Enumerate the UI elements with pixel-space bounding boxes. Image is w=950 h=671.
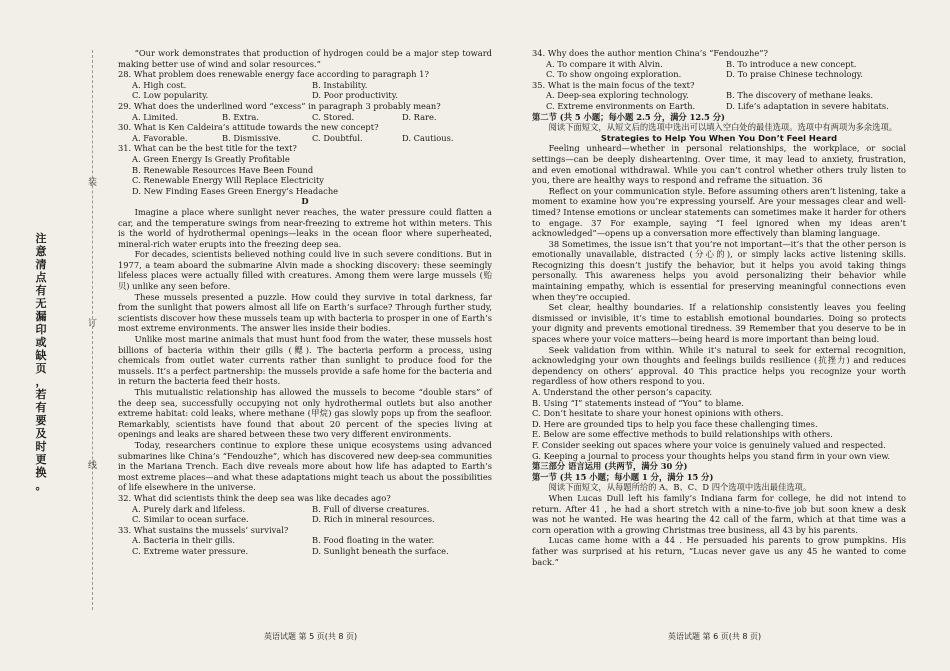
side-char: 漏 <box>35 310 47 323</box>
side-char: ， <box>35 375 47 388</box>
option: A. Bacteria in their gills. <box>132 535 236 546</box>
page-footer: 英语试题 第 6 页(共 8 页) <box>668 632 762 641</box>
options-33 <box>132 535 492 556</box>
side-char: 有 <box>35 401 47 414</box>
option: B. To introduce a new concept. <box>726 58 857 69</box>
side-char: 或 <box>35 336 47 349</box>
paragraph: For decades, scientists believed nothing could live in such severe conditions. But in 1977, a team aboard the submarine Alvin made a shocking discovery: these seemingly lifeless places were actually filled with creatures. Among them were large mussels (贻贝) unlike any seen before. <box>118 249 492 292</box>
paragraph: Unlike most marine animals that must hunt food from the water, these mussels host billions of bacteria within their gills (鳃). The bacteria perform a process, using chemicals from outlet water currents rather than sunlight to produce food for the mussels. It’s a perfect partnership: the mussels provide a safe home for the bacteria and in return the bacteria feed their hosts. <box>118 334 493 387</box>
page-5 <box>118 48 492 557</box>
side-char: 页 <box>35 362 47 375</box>
question-29: 29. What does the underlined word “excess” in paragraph 3 probably mean? <box>118 100 441 111</box>
question-33: 33. What sustains the mussels’ survival? <box>118 524 289 535</box>
options-30 <box>132 133 492 144</box>
option: D. Life’s adaptation in severe habitats. <box>726 100 889 111</box>
option: D. New Finding Eases Green Energy’s Headache <box>132 185 339 196</box>
options-31 <box>132 154 492 196</box>
option: B. Extra. <box>222 111 259 122</box>
option: A. Green Energy Is Greatly Profitable <box>132 153 290 164</box>
option: F. Consider seeking out spaces where your voice is genuinely valued and respected. <box>532 439 886 450</box>
option: C. To show ongoing exploration. <box>546 69 682 80</box>
option: G. Keeping a journal to process your thoughts helps you stand firm in your own view. <box>532 450 891 461</box>
side-char: 要 <box>35 414 47 427</box>
option: A. Deep-sea exploring technology. <box>546 90 689 101</box>
option: C. Doubtful. <box>312 132 363 143</box>
option: A. Favorable. <box>132 132 188 143</box>
option: C. Extreme environments on Earth. <box>546 100 696 111</box>
option: B. The discovery of methane leaks. <box>726 90 873 101</box>
binding-mark: 线 <box>88 461 98 471</box>
paragraph: Imagine a place where sunlight never reaches, the water pressure could flatten a car, and the temperature swings from near-freezing to extreme hot within meters. This is the world of hydrothermal openings—leaks in the ocean floor where superheated, mineral-rich water erupts into the freezing deep sea. <box>118 206 492 249</box>
section-2-instructions: 阅读下面短文，从短文后的选项中选出可以填入空白处的最佳选项。选项中有两项为多余选项。 <box>548 122 898 133</box>
page-footer: 英语试题 第 5 页(共 8 页) <box>264 632 358 641</box>
paragraph: Feeling unheard—whether in personal relationships, the workplace, or social settings—can be deeply disheartening. Over time, it may lead to anxiety, frustration, and even emotional withdrawal. While you can’t control whether others truly listen to you, there are healthy ways to respond and reframe the situation. 36 <box>532 143 906 186</box>
option: D. To praise Chinese technology. <box>726 69 863 80</box>
part-3-heading: 第三部分 语言运用 (共两节，满分 30 分) <box>532 461 688 472</box>
option: D. Here are grounded tips to help you face these challenging times. <box>532 418 818 429</box>
paragraph: Reflect on your communication style. Before assuming others aren’t listening, take a moment to examine how you’re expressing yourself. Are your messages clear and well-timed? Intense emotions or unclear statements can sometimes make it harder for others to engage. 37 For example, saying “I feel ignored when my ideas aren’t acknowledged”—opens up a conversation more effectively than blaming language. <box>532 185 906 239</box>
option: D. Poor productivity. <box>312 90 398 101</box>
paragraph: “Our work demonstrates that production of hydrogen could be a major step toward making better use of wind and solar resources.” <box>118 48 492 69</box>
option: B. Renewable Resources Have Been Found <box>132 164 314 175</box>
paragraph: Seek validation from within. While it’s natural to seek for external recognition, acknowledging your own thoughts and feelings builds resilience (抗挫力) and reduces dependency on others’ approval. 40 This practice helps you recognize your worth regardless of how others respond to you. <box>532 344 906 387</box>
passage-title: Strategies to Help You When You Don’t Feel Heard <box>600 132 838 143</box>
option: C. Similar to ocean surface. <box>132 514 249 525</box>
options-34 <box>546 59 906 80</box>
paragraph: 38 Sometimes, the issue isn’t that you’re not important—it’s that the other person is emotionally unavailable, distracted (分心的), or simply lacks active listening skills. Recognizing this doesn’t justify the behavior, but it helps you avoid taking things personally. This awareness helps you avoid personalizing their behavior while maintaining empathy, which is essential for preserving meaningful connections even when they’re occupied. <box>532 238 906 302</box>
option-list <box>532 387 906 461</box>
option: C. Stored. <box>312 111 355 122</box>
side-char: 若 <box>35 388 47 401</box>
binding-mark: 订 <box>88 319 98 329</box>
option: A. Understand the other person’s capacity. <box>532 387 713 397</box>
option: B. Using “I” statements instead of “You” to blame. <box>532 397 744 408</box>
side-char: 有 <box>35 284 47 297</box>
side-char: 及 <box>35 427 47 440</box>
option: B. Full of diverse creatures. <box>312 503 430 514</box>
page-6 <box>532 48 906 567</box>
side-char: 无 <box>35 297 47 310</box>
side-char: 换 <box>35 466 47 479</box>
side-char: 。 <box>35 479 47 492</box>
side-char: 清 <box>35 258 47 271</box>
paragraph: Today, researchers continue to explore these unique ecosystems using advanced submarines like China’s “Fendouzhe”, which has discovered new deep-sea communities in the Mariana Trench. Each dive reveals more about how life has adapted to Earth’s most extreme places—and what these adaptations might teach us about the possibilities of life elsewhere in the universe. <box>118 439 492 493</box>
question-30: 30. What is Ken Caldeira’s attitude towards the new concept? <box>118 122 379 133</box>
paragraph: Set clear, healthy boundaries. If a relationship consistently leaves you feeling dismissed or invisible, it’s time to establish emotional boundaries. Doing so protects your dignity and prevents emotional tiredness. 39 Remember that you deserve to be in spaces where your voice matters—being heard is more important than being loud. <box>532 302 906 345</box>
paragraph: These mussels presented a puzzle. How could they survive in total darkness, far from the sunlight that powers almost all life on Earth’s surface? Through further study, scientists discover how these mussels team up with bacteria to prosper in one of Earth’s most extreme environments. The answer lies inside their bodies. <box>118 291 492 334</box>
options-35 <box>546 90 906 111</box>
option: A. Limited. <box>132 111 179 122</box>
binding-mark: 装 <box>88 178 98 188</box>
option: D. Cautious. <box>402 132 454 143</box>
option: B. Food floating in the water. <box>312 535 435 546</box>
options-28 <box>132 80 492 101</box>
side-char: 缺 <box>35 349 47 362</box>
question-31: 31. What can be the best title for the text? <box>118 143 297 154</box>
question-32: 32. What did scientists think the deep sea was like decades ago? <box>118 492 391 503</box>
option: C. Renewable Energy Will Replace Electricity <box>132 175 324 186</box>
option: E. Below are some effective methods to build relationships with others. <box>532 429 833 440</box>
option: D. Rich in mineral resources. <box>312 514 435 525</box>
option: B. Dismissive. <box>222 132 281 143</box>
option: D. Sunlight beneath the surface. <box>312 545 449 556</box>
side-note <box>34 232 48 492</box>
section-1-heading: 第一节 (共 15 小题；每小题 1 分，满分 15 分) <box>532 471 714 482</box>
side-char: 意 <box>35 245 47 258</box>
section-2-heading: 第二节 (共 5 小题；每小题 2.5 分，满分 12.5 分) <box>532 111 725 122</box>
side-char: 印 <box>35 323 47 336</box>
option: C. Don’t hesitate to share your honest opinions with others. <box>532 408 784 419</box>
paragraph: Lucas came home with a 44 . He persuaded his parents to grow pumpkins. His father was surprised at his return, “Lucas never gave us any 45 he wanted to come back.” <box>532 535 906 567</box>
option: C. Low popularity. <box>132 90 209 101</box>
paragraph: This mutualistic relationship has allowed the mussels to become “double stars” of the deep sea, successfully occupying not only hydrothermal outlets but also another extreme habitat: cold leaks, where methane (甲烷) gas slowly pops up from the seafloor. Remarkably, scientists have found that about 20 percent of the species living at openings and leaks are shared between these two very different environments. <box>118 387 492 440</box>
section-1-instructions: 阅读下面短文，从每题所给的 A、B、C、D 四个选项中选出最佳选项。 <box>548 482 812 493</box>
question-34: 34. Why does the author mention China’s “Fendouzhe”? <box>532 48 768 58</box>
side-char: 点 <box>35 271 47 284</box>
side-char: 时 <box>35 440 47 453</box>
paragraph: When Lucas Dull left his family’s Indiana farm for college, he did not intend to return. After 41 , he had a short stretch with a nine-to-five job but soon knew a desk was not he wanted. He was hearing the 42 call of the farm, which at that time was a corn operation with a growing Christmas tree business, all 43 by his parents. <box>532 492 906 535</box>
options-29 <box>132 112 492 123</box>
question-28: 28. What problem does renewable energy face according to paragraph 1? <box>118 69 429 80</box>
side-char: 注 <box>35 232 47 245</box>
options-32 <box>132 504 492 525</box>
question-35: 35. What is the main focus of the text? <box>532 79 695 90</box>
option: A. To compare it with Alvin. <box>546 58 663 69</box>
binding-line <box>92 50 93 610</box>
section-d-heading: D <box>301 196 309 207</box>
option: C. Extreme water pressure. <box>132 545 249 556</box>
option: A. High cost. <box>132 79 187 90</box>
option: A. Purely dark and lifeless. <box>132 503 246 514</box>
side-char: 更 <box>35 453 47 466</box>
option: B. Instability. <box>312 79 368 90</box>
option: D. Rare. <box>402 111 437 122</box>
